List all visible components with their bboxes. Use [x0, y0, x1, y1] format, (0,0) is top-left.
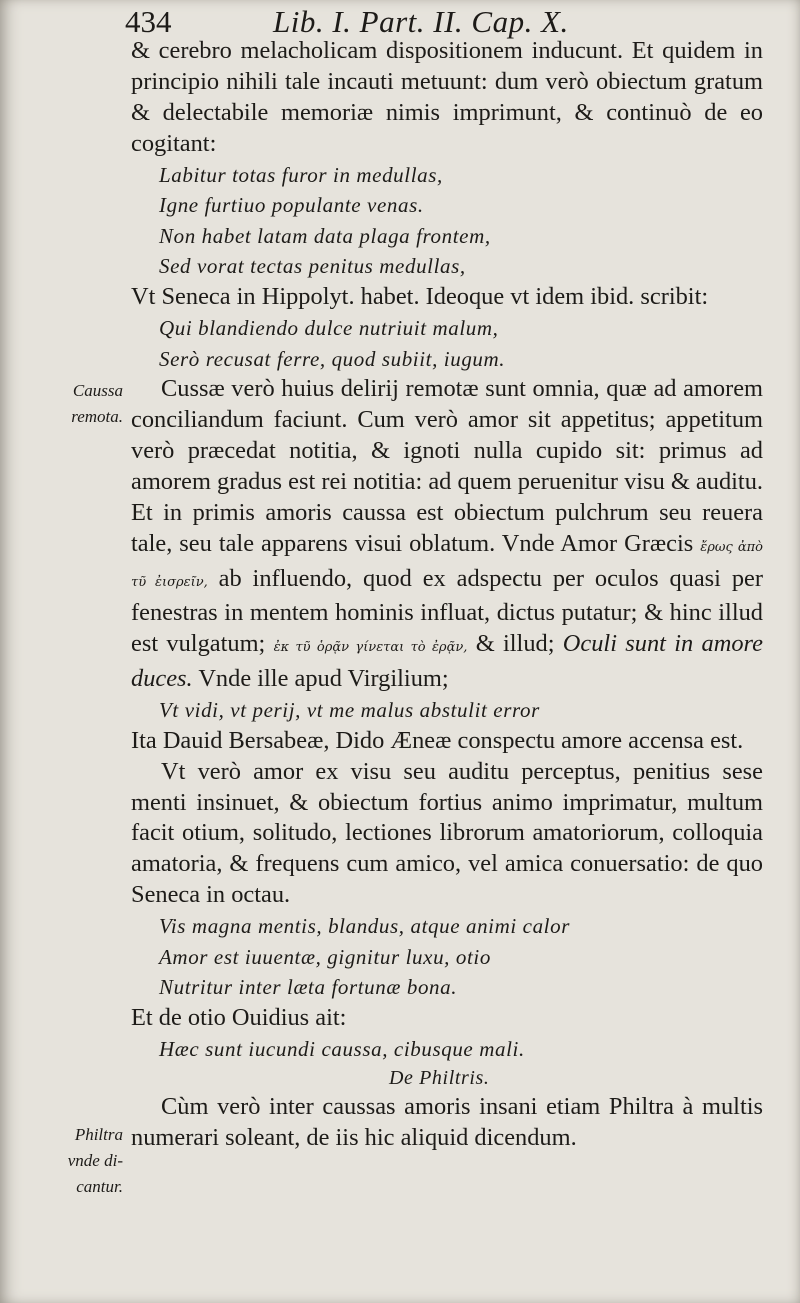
- main-text: [131, 36, 763, 1154]
- verse-line: Qui blandiendo dulce nutriuit malum,: [159, 315, 499, 340]
- paragraph-4: Ita Dauid Bersabeæ, Dido Æneæ conspectu amore accensa est.: [131, 726, 744, 754]
- paragraph-6: Et de otio Ouidius ait:: [131, 1003, 347, 1031]
- running-head: Lib. I. Part. II. Cap. X.: [273, 4, 569, 39]
- italic-quote: Oculi sunt in amore duces.: [131, 630, 763, 693]
- verse-line: Labitur totas furor in medullas,: [159, 162, 443, 187]
- verse-line: Nutritur inter læta fortunæ bona.: [159, 975, 458, 1000]
- margin-note-philtra: [18, 1122, 123, 1200]
- margin-note-line: Philtra: [74, 1125, 123, 1144]
- paragraph-5: Vt verò amor ex visu seu auditu perceptus, penitius sese menti insinuet, & obiectum fortius animo imprimatur, multum facit otium, solitudo, lectiones librorum amatoriorum, colloquia amatoria, & frequens cum amico, vel amica conuersatio: de quo Seneca in octau.: [131, 757, 763, 909]
- text-run: & illud;: [475, 630, 555, 658]
- verse-block-octavia: [131, 911, 763, 1003]
- paragraph-1: & cerebro melacholicam dispositionem inducunt. Et quidem in principio nihili tale incauti metuunt: dum verò obiectum gratum & delectabile memoriæ nimis imprimunt, & continuò de eo cogitant:: [131, 37, 763, 157]
- page-number: 434: [125, 4, 172, 39]
- verse-block-hippolytus: [131, 313, 763, 374]
- text-run: ab influendo, quod ex adspectu per oculos quasi per fenestras in mentem hominis influat, dictus putatur; & hinc illud est vulgatum;: [131, 564, 763, 658]
- verse-line: Sed vorat tectas penitus medullas,: [159, 254, 466, 279]
- margin-note-line: vnde di-: [67, 1151, 123, 1170]
- verse-line: Non habet latam data plaga frontem,: [159, 223, 491, 248]
- paragraph-3: [131, 374, 763, 695]
- paragraph-2: Vt Seneca in Hippolyt. habet. Ideoque vt idem ibid. scribit:: [131, 283, 709, 310]
- verse-block-seneca: [131, 160, 763, 282]
- paragraph-7: Cùm verò inter caussas amoris insani etiam Philtra à multis numerari soleant, de iis hic aliquid dicendum.: [131, 1093, 763, 1152]
- verse-line-virgil: Vt vidi, vt perij, vt me malus abstulit error: [159, 698, 540, 723]
- margin-note-line: cantur.: [76, 1177, 123, 1196]
- verse-line: Vis magna mentis, blandus, atque animi calor: [159, 914, 570, 939]
- verse-line: Amor est iuuentæ, gignitur luxu, otio: [159, 944, 491, 969]
- margin-note-line: remota.: [71, 407, 123, 426]
- page-header: [125, 4, 775, 40]
- text-run: Vnde ille apud Virgilium;: [198, 665, 449, 693]
- verse-line: Igne furtiuo populante venas.: [159, 193, 424, 218]
- greek-phrase: ἐκ τῦ ὁρᾷν γίνεται τὸ ἐρᾷν,: [273, 640, 468, 656]
- margin-note-line: Caussa: [72, 381, 123, 400]
- verse-line-ovid: Hæc sunt iucundi caussa, cibusque mali.: [159, 1036, 525, 1061]
- section-heading: De Philtris.: [389, 1067, 490, 1090]
- verse-line: Serò recusat ferre, quod subiit, iugum.: [159, 346, 506, 371]
- text-run: Cussæ verò huius delirij remotæ sunt omnia, quæ ad amorem conciliandum faciunt. Cum verò amor sit appetitus; appetitum verò præcedat notitia, & ignoti nulla cupido sit: primus ad amorem gradus est rei notitia: ad quem peruenitur visu & auditu. Et in primis amoris caussa est obiectum pulchrum seu reuera tale, seu tale apparens visui oblatum. Vnde Amor Græcis: [131, 375, 763, 557]
- margin-note-caussa: [18, 378, 123, 430]
- greek-phrase: ἔρως ἀπὸ τῦ ἐισρεῖν,: [131, 539, 763, 590]
